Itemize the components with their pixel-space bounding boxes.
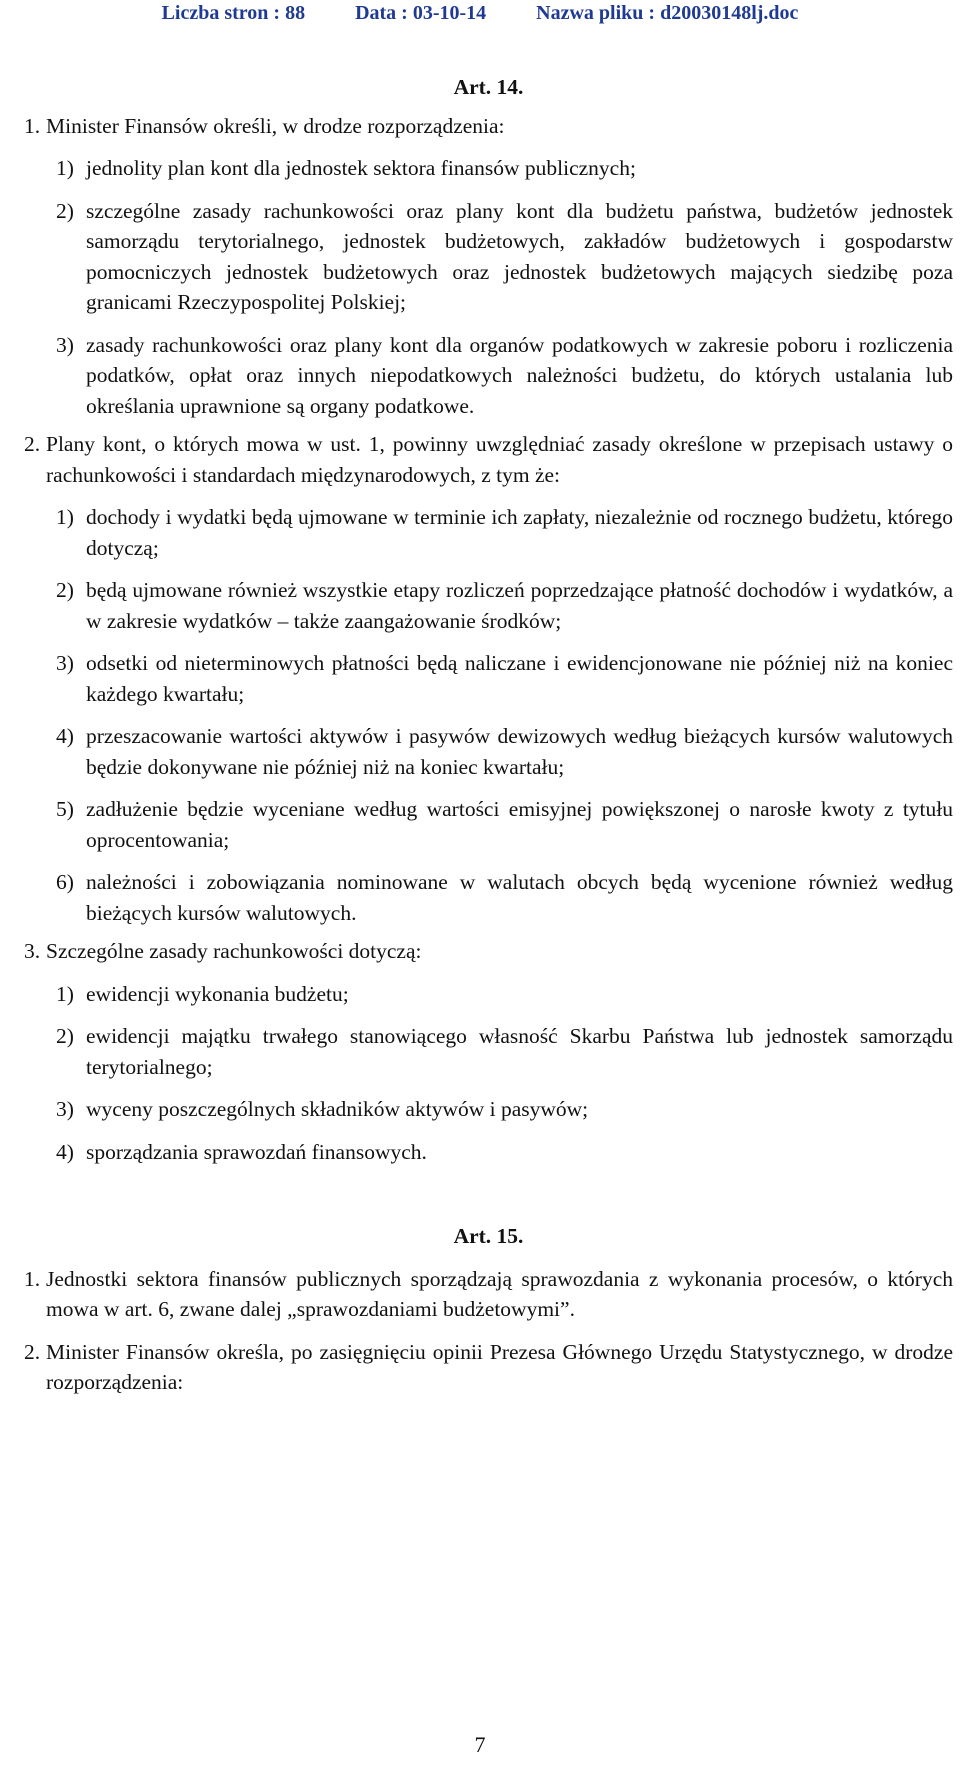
document-date: Data : 03-10-14 [355,2,487,24]
art14-paragraph-1 [24,111,953,142]
list-item [56,1094,953,1125]
item-number: 3) [56,332,74,357]
paragraph-number: 1. [24,1266,41,1291]
paragraph-text: Minister Finansów określi, w drodze rozporządzenia: [46,113,505,138]
item-text: wyceny poszczególnych składników aktywów i pasywów; [86,1097,589,1121]
paragraph-text: Minister Finansów określa, po zasięgnięciu opinii Prezesa Głównego Urzędu Statystycznego, w drodze rozporządzenia: [46,1339,953,1394]
list-item [56,648,953,709]
document-body [24,72,953,1398]
item-text: przeszacowanie wartości aktywów i pasywów dewizowych według bieżących kursów walutowych będzie dokonywane nie później niż na koniec kwartału; [86,724,953,779]
page-number: 7 [474,1732,486,1757]
item-number: 1) [56,505,74,529]
item-text: odsetki od nieterminowych płatności będą naliczane i ewidencjonowane nie później niż na koniec każdego kwartału; [86,651,953,706]
art14-paragraph-3 [24,936,953,967]
list-item [56,196,953,318]
item-number: 1) [56,156,74,180]
item-text: szczególne zasady rachunkowości oraz plany kont dla budżetu państwa, budżetów jednostek samorządu terytorialnego, jednostek budżetowych, zakładów budżetowych i gospodarstw pomocniczych jednostek budżetowych oraz jednostek budżetowych mających siedzibę poza granicami Rzeczypospolitej Polskiej; [86,198,953,314]
list-item [56,794,953,855]
file-name: Nazwa pliku : d20030148lj.doc [536,2,799,24]
item-text: będą ujmowane również wszystkie etapy rozliczeń poprzedzające płatność dochodów i wydatków, a w zakresie wydatków – także zaangażowanie środków; [86,578,953,633]
list-item [56,721,953,782]
item-number: 2) [56,578,74,602]
item-text: ewidencji wykonania budżetu; [86,981,349,1006]
item-number: 2) [56,1024,74,1048]
art15-paragraph-1 [24,1264,953,1325]
item-number: 4) [56,1139,74,1164]
item-text: ewidencji majątku trwałego stanowiącego własność Skarbu Państwa lub jednostek samorządu terytorialnego; [86,1024,953,1079]
article-15-title: Art. 15. [453,1224,524,1248]
item-number: 1) [56,981,74,1006]
art14-paragraph-2 [24,429,953,490]
list-item [56,1137,953,1168]
item-number: 3) [56,1097,74,1121]
list-item [56,330,953,422]
item-text: sporządzania sprawozdań finansowych. [86,1139,427,1164]
item-number: 3) [56,651,74,675]
paragraph-number: 1. [24,113,41,138]
paragraph-text: Plany kont, o których mowa w ust. 1, powinny uwzględniać zasady określone w przepisach ustawy o rachunkowości i standardach międzynarodowych, z tym że: [46,432,953,487]
list-item [56,575,953,636]
item-number: 5) [56,797,74,821]
item-text: dochody i wydatki będą ujmowane w terminie ich zapłaty, niezależnie od rocznego budżetu, którego dotyczą; [86,505,953,560]
list-item [56,867,953,928]
art15-paragraph-2 [24,1337,953,1398]
list-item [56,502,953,563]
item-number: 6) [56,870,74,894]
list-item [56,1021,953,1082]
article-14-title: Art. 14. [453,75,524,99]
item-text: zasady rachunkowości oraz plany kont dla organów podatkowych w zakresie poboru i rozliczenia podatków, opłat oraz innych niepodatkowych należności budżetu, do których ustalania lub określania uprawnione są organy podatkowe. [86,332,953,418]
paragraph-number: 3. [24,939,41,963]
paragraph-number: 2. [24,1339,41,1364]
page-count: Liczba stron : 88 [161,2,306,24]
item-text: należności i zobowiązania nominowane w walutach obcych będą wycenione również według bieżących kursów walutowych. [86,870,953,925]
page-header [0,2,960,25]
item-number: 2) [56,198,74,223]
item-number: 4) [56,724,74,748]
paragraph-text: Szczególne zasady rachunkowości dotyczą: [46,939,422,963]
list-item [56,979,953,1010]
item-text: jednolity plan kont dla jednostek sektora finansów publicznych; [86,156,636,180]
item-text: zadłużenie będzie wyceniane według wartości emisyjnej powiększonej o narosłe kwoty z tytułu oprocentowania; [86,797,953,852]
paragraph-text: Jednostki sektora finansów publicznych sporządzają sprawozdania z wykonania procesów, o których mowa w art. 6, zwane dalej „sprawozdaniami budżetowymi”. [46,1266,953,1321]
paragraph-number: 2. [24,432,41,456]
list-item [56,153,953,184]
